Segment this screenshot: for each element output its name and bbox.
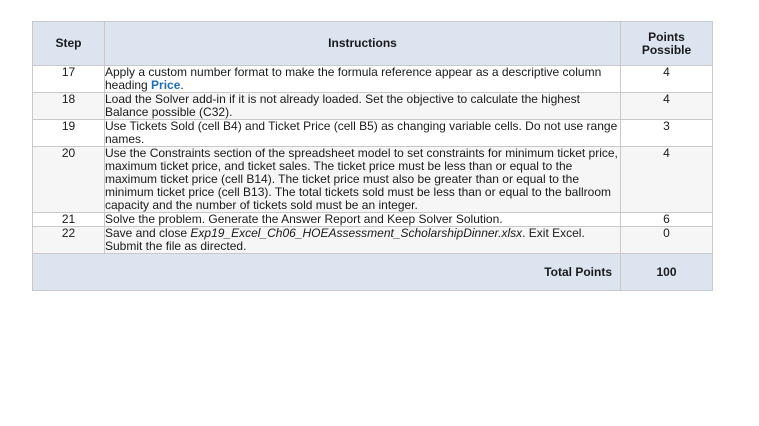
- grading-table: [32, 21, 713, 291]
- total-points-label: Total Points: [33, 254, 621, 291]
- highlight-price: Price: [151, 78, 181, 92]
- table-row: [33, 120, 713, 147]
- header-points: [621, 22, 713, 66]
- header-instructions: Instructions: [105, 22, 621, 66]
- step-number: 21: [33, 213, 105, 227]
- instruction-text-part: .: [180, 78, 184, 92]
- points-value: 0: [621, 227, 713, 254]
- points-value: 6: [621, 213, 713, 227]
- total-points-value: 100: [621, 254, 713, 291]
- header-points-label: Points Possible: [641, 29, 692, 57]
- step-number: 17: [33, 66, 105, 93]
- table-row: [33, 93, 713, 120]
- step-number: 18: [33, 93, 105, 120]
- instruction-text: Use the Constraints section of the spreadsheet model to set constraints for minimum ticket price, maximum ticket price, and ticket sales. The ticket price must be less than or equal to the maximum ticket price (cell B14). The ticket price must also be greater than or equal to the minimum ticket price (cell B13). The total tickets sold must be less than or equal to the ballroom capacity and the number of tickets sold must be an integer.: [105, 147, 621, 213]
- points-value: 3: [621, 120, 713, 147]
- points-value: 4: [621, 147, 713, 213]
- file-name: Exp19_Excel_Ch06_HOEAssessment_ScholarshipDinner.xlsx: [190, 226, 523, 240]
- total-row: [33, 254, 713, 291]
- step-number: 20: [33, 147, 105, 213]
- instruction-text-part: Apply a custom number format to make the formula reference appear as a descriptive column heading: [105, 65, 602, 92]
- table-header-row: [33, 22, 713, 66]
- table-row: [33, 227, 713, 254]
- instruction-text: [105, 66, 621, 93]
- header-step: Step: [33, 22, 105, 66]
- table-row: [33, 213, 713, 227]
- step-number: 19: [33, 120, 105, 147]
- instruction-text: Solve the problem. Generate the Answer Report and Keep Solver Solution.: [105, 213, 621, 227]
- step-number: 22: [33, 227, 105, 254]
- instruction-text: Load the Solver add-in if it is not already loaded. Set the objective to calculate the highest Balance possible (C32).: [105, 93, 621, 120]
- instruction-text: Use Tickets Sold (cell B4) and Ticket Price (cell B5) as changing variable cells. Do not use range names.: [105, 120, 621, 147]
- points-value: 4: [621, 66, 713, 93]
- instruction-text: [105, 227, 621, 254]
- points-value: 4: [621, 93, 713, 120]
- instruction-text-part: . Exit Excel. Submit the file as directed.: [105, 226, 585, 253]
- table-row: [33, 147, 713, 213]
- table-row: [33, 66, 713, 93]
- instruction-text-part: Save and close: [105, 226, 191, 240]
